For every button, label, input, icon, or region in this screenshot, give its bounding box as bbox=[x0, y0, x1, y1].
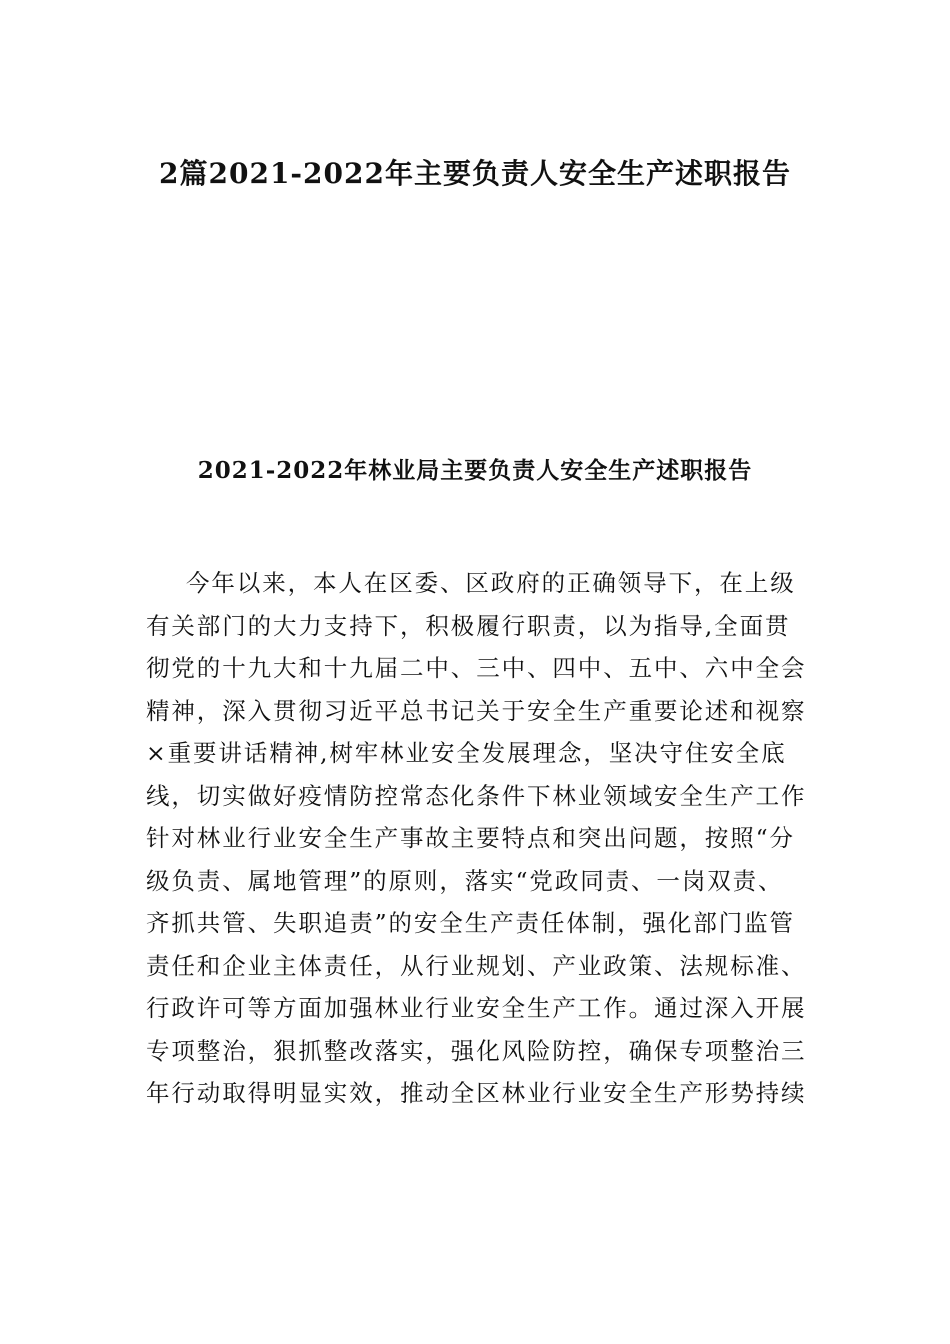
body-line: 行政许可等方面加强林业行业安全生产工作。通过深入开展 bbox=[146, 994, 807, 1022]
body-line: 精神，深入贯彻习近平总书记关于安全生产重要论述和视察 bbox=[146, 696, 807, 725]
body-line: 线，切实做好疫情防控常态化条件下林业领域安全生产工作 bbox=[146, 781, 807, 810]
document-title: 2篇2021-2022年主要负责人安全生产述职报告 bbox=[159, 157, 791, 190]
body-line: 专项整治，狠抓整改落实，强化风险防控，确保专项整治三 bbox=[146, 1036, 807, 1065]
body-line: 今年以来，本人在区委、区政府的正确领导下，在上级 bbox=[186, 569, 796, 597]
body-line: 责任和企业主体责任，从行业规划、产业政策、法规标准、 bbox=[146, 951, 807, 980]
body-line: 针对林业行业安全生产事故主要特点和突出问题，按照“分 bbox=[146, 824, 795, 852]
body-line: 齐抓共管、失职追责”的安全生产责任体制，强化部门监管 bbox=[146, 909, 795, 937]
section-title: 2021-2022年林业局主要负责人安全生产述职报告 bbox=[197, 457, 753, 484]
body-line: ×重要讲话精神,树牢林业安全发展理念，坚决守住安全底 bbox=[146, 739, 787, 767]
body-paragraph bbox=[146, 562, 810, 1115]
body-line: 年行动取得明显实效，推动全区林业行业安全生产形势持续 bbox=[146, 1079, 807, 1107]
body-line: 有关部门的大力支持下，积极履行职责，以为指导,全面贯 bbox=[146, 611, 791, 640]
body-line: 级负责、属地管理”的原则，落实“党政同责、一岗双责、 bbox=[146, 866, 784, 895]
body-line: 彻党的十九大和十九届二中、三中、四中、五中、六中全会 bbox=[146, 654, 807, 682]
